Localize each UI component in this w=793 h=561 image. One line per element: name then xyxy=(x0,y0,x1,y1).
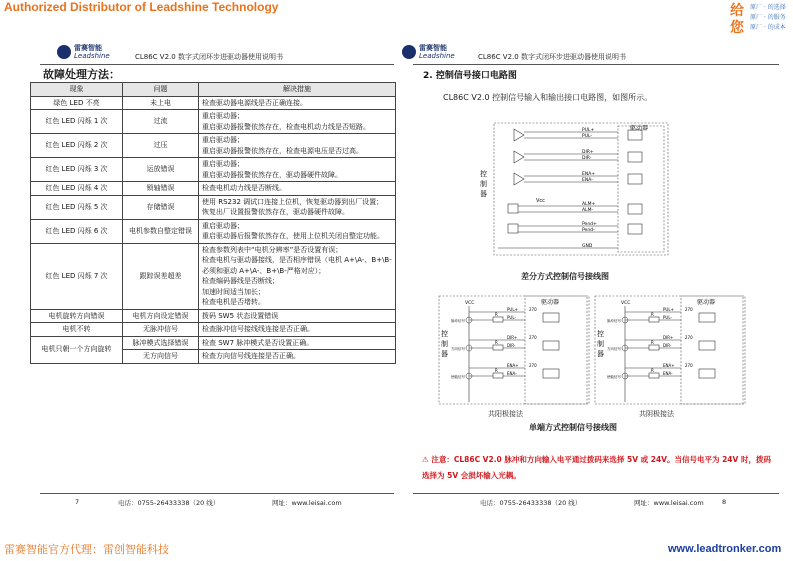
cell-solution xyxy=(199,243,396,309)
solution-line: 拨码 SW5 状态设置错误 xyxy=(202,311,279,320)
signal-label: ENA+ xyxy=(582,172,596,177)
cell-problem: 运放错误 xyxy=(123,158,199,182)
d1-vcc-label: Vcc xyxy=(536,198,545,204)
website-link[interactable]: www.leadtronker.com xyxy=(668,543,782,555)
brand-line-3: 原厂 · 的成本 xyxy=(750,24,786,31)
resistor-icon xyxy=(649,373,659,378)
official-agent-text: 雷赛智能官方代理：雷创智能科技 xyxy=(4,543,169,556)
table-row xyxy=(31,336,396,350)
left-footer-rule xyxy=(40,493,394,494)
cell-symptom: 电机旋转方向错误 xyxy=(31,309,123,323)
col-header-problem: 问题 xyxy=(123,83,199,97)
diagram1-caption: 差分方式控制信号接线图 xyxy=(521,272,609,281)
common-cathode-caption: 共阴极接法 xyxy=(639,410,674,418)
cell-symptom: 红色 LED 闪烁 3 次 xyxy=(31,158,123,182)
solution-line: 重启驱动器报警依然存在，驱动器硬件故障。 xyxy=(202,170,342,179)
logo-en-text: Leadshine xyxy=(74,52,110,60)
right-footer-web: 网址：www.leisai.com xyxy=(634,499,704,507)
warning-note xyxy=(422,452,772,484)
solution-line: 检查电机与驱动器接线，是否相序错误（电机 A+\A-、B+\B-必须和驱动 A+\A-、B+\B-严格对应）； xyxy=(202,256,392,275)
driver-label: 驱动器 xyxy=(541,299,560,306)
solution-line: 重启驱动器； xyxy=(202,112,244,120)
resistor-label: R xyxy=(495,340,498,345)
cell-problem: 跟踪误差超差 xyxy=(123,243,199,309)
right-footer-phone: 电话：0755-26433338（20 线） xyxy=(480,499,582,507)
value-label: 270 xyxy=(685,307,693,312)
fault-table-header xyxy=(31,83,396,97)
cell-symptom: 红色 LED 闪烁 1 次 xyxy=(31,110,123,134)
signal-label: DIR+ xyxy=(663,335,674,340)
warning-icon: ⚠ xyxy=(422,455,432,464)
resistor-label: R xyxy=(495,368,498,373)
resistor-icon xyxy=(649,345,659,350)
solution-line: 恢复出厂设置报警依然存在，驱动器硬件故障。 xyxy=(202,208,349,216)
signal-label: DIR+ xyxy=(582,150,594,155)
cell-problem: 锁轴错误 xyxy=(123,182,199,196)
cell-solution xyxy=(199,219,396,243)
leadshine-logo-icon xyxy=(402,45,416,59)
table-row xyxy=(31,96,396,110)
cell-symptom: 红色 LED 闪烁 4 次 xyxy=(31,182,123,196)
cell-solution xyxy=(199,158,396,182)
logo-cn-text: 雷赛智能 xyxy=(419,44,447,52)
controller-label: 器 xyxy=(441,350,448,358)
signal-source-label: 方向信号 xyxy=(451,347,465,351)
brand-char-1: 给 xyxy=(730,3,744,19)
left-header-title: CL86C V2.0 数字式闭环步进驱动器使用说明书 xyxy=(135,53,283,61)
driver-buffer-icon xyxy=(514,129,524,141)
table-row xyxy=(31,158,396,182)
left-footer-web: 网址：www.leisai.com xyxy=(272,499,342,507)
solution-line: 重启驱动器报警依然存在，检查电源电压是否过高。 xyxy=(202,146,363,155)
signal-label: ENA- xyxy=(582,178,593,183)
common-cathode-diagram xyxy=(595,296,745,404)
resistor-icon xyxy=(649,317,659,322)
left-header-logo xyxy=(57,44,110,60)
table-row xyxy=(31,134,396,158)
controller-label: 制 xyxy=(441,340,448,348)
resistor-icon xyxy=(493,345,503,350)
signal-label: PUL+ xyxy=(582,128,595,133)
right-header-logo xyxy=(402,44,455,60)
cell-symptom: 红色 LED 闪烁 7 次 xyxy=(31,243,123,309)
optocoupler-icon xyxy=(699,341,715,350)
table-row xyxy=(31,309,396,323)
solution-line: 重启驱动器； xyxy=(202,221,244,230)
signal-label: DIR- xyxy=(507,343,516,348)
gnd-label: GND xyxy=(582,244,593,249)
cell-solution xyxy=(199,110,396,134)
right-page-number: 8 xyxy=(722,498,727,506)
right-section-title: 2. 控制信号接口电路图 xyxy=(423,71,517,81)
controller-label: 控 xyxy=(441,330,448,338)
cell-symptom: 红色 LED 闪烁 2 次 xyxy=(31,134,123,158)
signal-label: PUL- xyxy=(663,315,672,320)
input-optocoupler-icon xyxy=(508,224,518,233)
cell-symptom: 绿色 LED 不亮 xyxy=(31,96,123,110)
signal-label: ALM+ xyxy=(582,202,596,207)
table-row xyxy=(31,323,396,337)
col-header-symptom: 现象 xyxy=(31,83,123,97)
left-page-number: 7 xyxy=(75,498,80,506)
solution-line: 重启驱动器； xyxy=(202,136,244,144)
leadshine-logo-icon xyxy=(57,45,71,59)
input-optocoupler-icon xyxy=(508,204,518,213)
controller-label: 器 xyxy=(597,350,604,358)
controller-label: 制 xyxy=(597,340,604,348)
signal-label: DIR- xyxy=(582,156,592,161)
optocoupler-icon xyxy=(699,313,715,322)
cell-symptom: 电机不转 xyxy=(31,323,123,337)
brand-line-1: 原厂 · 的选择 xyxy=(750,4,786,11)
optocoupler-icon xyxy=(543,313,559,322)
cell-solution xyxy=(199,96,396,110)
intro-text: CL86C V2.0 控制信号输入和输出接口电路图，如图所示。 xyxy=(443,93,653,102)
signal-label: ENA- xyxy=(663,371,673,376)
d1-controller-label-2: 制 xyxy=(480,180,487,188)
solution-line: 重启驱动器后报警依然存在，使用上位机关闭自整定功能。 xyxy=(202,232,384,240)
d1-driver-label: 驱动器 xyxy=(630,125,649,132)
signal-source-label: 使能信号 xyxy=(607,375,621,379)
signal-label: PUL+ xyxy=(663,307,674,312)
signal-source-label: 方向信号 xyxy=(607,347,621,351)
cell-symptom: 电机只朝一个方向旋转 xyxy=(31,336,123,363)
optocoupler-icon xyxy=(628,204,642,214)
brand-slogan xyxy=(730,0,793,34)
logo-cn-text: 雷赛智能 xyxy=(74,44,102,52)
solution-line: 重启驱动器报警依然存在，检查电机动力线是否短路。 xyxy=(202,122,370,131)
table-row xyxy=(31,195,396,219)
resistor-label: R xyxy=(651,312,654,317)
signal-label: ENA- xyxy=(507,371,517,376)
controller-label: 控 xyxy=(597,330,604,338)
signal-source-label: 使能信号 xyxy=(451,375,465,379)
differential-wiring-diagram xyxy=(478,118,678,263)
table-row xyxy=(31,182,396,196)
solution-line: 检查电机动力线是否断线。 xyxy=(202,184,286,192)
left-footer-phone: 电话：0755-26433338（20 线） xyxy=(118,499,220,507)
solution-line: 检查脉冲信号接线线连接是否正确。 xyxy=(202,325,314,333)
common-anode-caption: 共阳极接法 xyxy=(488,410,523,418)
driver-buffer-icon xyxy=(514,151,524,163)
cell-solution xyxy=(199,309,396,323)
optocoupler-icon xyxy=(628,174,642,184)
value-label: 270 xyxy=(529,307,537,312)
table-row xyxy=(31,243,396,309)
logo-en-text: Leadshine xyxy=(419,52,455,60)
cell-problem: 无方向信号 xyxy=(123,350,199,364)
signal-label: DIR+ xyxy=(507,335,518,340)
optocoupler-icon xyxy=(628,224,642,234)
common-anode-diagram xyxy=(439,296,589,404)
cell-problem: 未上电 xyxy=(123,96,199,110)
cell-symptom: 红色 LED 闪烁 5 次 xyxy=(31,195,123,219)
right-header-rule xyxy=(413,64,779,65)
cell-solution xyxy=(199,323,396,337)
optocoupler-icon xyxy=(543,341,559,350)
signal-label: ALM- xyxy=(582,208,594,213)
brand-char-2: 您 xyxy=(730,20,744,36)
optocoupler-icon xyxy=(543,369,559,378)
right-header-title: CL86C V2.0 数字式闭环步进驱动器使用说明书 xyxy=(478,53,626,61)
driver-label: 驱动器 xyxy=(697,299,716,306)
value-label: 270 xyxy=(529,335,537,340)
optocoupler-icon xyxy=(628,152,642,162)
solution-line: 检查驱动器电源线是否正确连接。 xyxy=(202,98,307,107)
fault-table xyxy=(30,82,396,364)
distributor-banner: Authorized Distributor of Leadshine Technology xyxy=(4,0,279,14)
cell-problem: 无脉冲信号 xyxy=(123,323,199,337)
signal-label: Pend+ xyxy=(582,222,597,227)
cell-solution xyxy=(199,195,396,219)
solution-line: 检查方向信号线连接是否正确。 xyxy=(202,352,300,360)
cell-solution xyxy=(199,182,396,196)
resistor-icon xyxy=(493,373,503,378)
signal-label: DIR- xyxy=(663,343,672,348)
cell-problem: 电机参数自整定错误 xyxy=(123,219,199,243)
value-label: 270 xyxy=(685,363,693,368)
cell-solution xyxy=(199,134,396,158)
signal-label: PUL- xyxy=(582,134,593,139)
signal-label: ENA+ xyxy=(663,363,675,368)
signal-label: PUL- xyxy=(507,315,516,320)
solution-line: 检查参数列表中“电机分辨率”是否设置有误； xyxy=(202,245,343,254)
left-header-rule xyxy=(40,64,394,65)
cell-solution xyxy=(199,350,396,364)
solution-line: 使用 RS232 调试口连接上位机，恢复驱动器到出厂设置； xyxy=(202,197,384,206)
table-row xyxy=(31,219,396,243)
diagram2-caption: 单端方式控制信号接线图 xyxy=(529,423,617,432)
d1-controller-label-3: 器 xyxy=(480,190,487,198)
left-section-title: 故障处理方法： xyxy=(43,68,120,81)
signal-source-label: 脉冲信号 xyxy=(607,319,621,323)
cell-problem: 存储错误 xyxy=(123,195,199,219)
cell-symptom: 红色 LED 闪烁 6 次 xyxy=(31,219,123,243)
cell-solution xyxy=(199,336,396,350)
cell-problem: 过流 xyxy=(123,110,199,134)
value-label: 270 xyxy=(685,335,693,340)
warning-text: 注意：CL86C V2.0 脉冲和方向输入电平通过拨码来选择 5V 或 24V。当信号电平为 24V 时，拨码选择为 5V 会损坏输入光耦。 xyxy=(422,455,771,480)
vcc-label: VCC xyxy=(465,301,475,306)
optocoupler-icon xyxy=(699,369,715,378)
col-header-solution: 解决措施 xyxy=(199,83,396,97)
signal-source-label: 脉冲信号 xyxy=(451,319,465,323)
resistor-label: R xyxy=(495,312,498,317)
table-row xyxy=(31,110,396,134)
single-ended-wiring-diagram xyxy=(437,292,777,410)
resistor-label: R xyxy=(651,340,654,345)
cell-problem: 脉冲模式选择错误 xyxy=(123,336,199,350)
solution-line: 检查编码器线是否断线； xyxy=(202,277,279,285)
signal-label: Pend- xyxy=(582,228,595,233)
signal-label: ENA+ xyxy=(507,363,519,368)
vcc-label: VCC xyxy=(621,301,631,306)
d1-controller-label-1: 控 xyxy=(480,170,487,178)
resistor-label: R xyxy=(651,368,654,373)
solution-line: 重启驱动器； xyxy=(202,160,244,168)
brand-line-2: 原厂 · 的服务 xyxy=(750,14,786,21)
solution-line: 检查电机是否堵转。 xyxy=(202,298,265,306)
right-footer-rule xyxy=(413,493,779,494)
signal-label: PUL+ xyxy=(507,307,518,312)
cell-problem: 过压 xyxy=(123,134,199,158)
solution-line: 检查 SW7 脉冲模式是否设置正确。 xyxy=(202,338,314,347)
cell-problem: 电机方向设定错误 xyxy=(123,309,199,323)
resistor-icon xyxy=(493,317,503,322)
driver-buffer-icon xyxy=(514,173,524,185)
solution-line: 加速时间适当加长； xyxy=(202,287,265,296)
value-label: 270 xyxy=(529,363,537,368)
